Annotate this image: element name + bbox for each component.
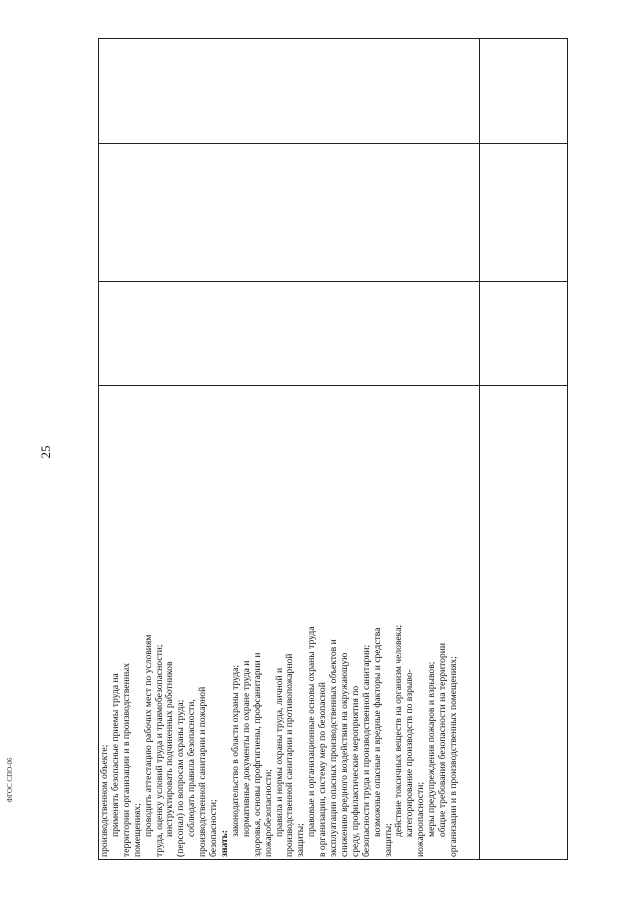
text-line: правила и нормы охраны труда, личной и (273, 667, 285, 837)
rotated-cell (98, 479, 568, 859)
text-line: организации и в производственных помещениях; (448, 656, 459, 857)
text-line: меры предупреждения пожаров и взрывов; (426, 661, 438, 837)
text-line: проводить аттестацию рабочих мест по условиям (142, 634, 154, 837)
text-line: производственной санитарии и пожарной (197, 686, 209, 857)
table-row-divider-3 (99, 385, 567, 386)
text-line: общие требования безопасности на территории (437, 642, 449, 837)
text-line: территории организации и в производственных (120, 662, 132, 857)
text-line: пожаробезопасности; (262, 769, 274, 857)
text-line: (персонал) по вопросам охраны труда; (175, 699, 187, 857)
text-line: труда, оценку условий труда и травмобезопасности; (153, 644, 165, 857)
text-line: производственной санитарии и противопожарной (284, 653, 296, 857)
text-line: эксплуатации опасных производственных объектов и (328, 639, 340, 857)
text-line: защиты; (382, 823, 394, 857)
text-line: правовые и организационные основы охраны труда (306, 626, 318, 837)
footer-code: ФГОС СПО-06 (6, 757, 14, 803)
text-line: помещениях; (131, 803, 143, 857)
text-line: возможные опасные и вредные факторы и средства (371, 627, 383, 837)
competency-text (100, 481, 460, 857)
text-line: безопасности труда и производственной санитарии; (360, 644, 372, 857)
text-line: в организации, систему мер по безопасной (317, 682, 329, 857)
text-line: иожароопасности; (415, 781, 427, 857)
text-line: среду, профилактические мероприятия по (349, 685, 361, 857)
text-line: законодательство в области охраны труда; (229, 664, 241, 837)
text-line: инструктировать подчиненных работников (164, 661, 176, 837)
text-line: нормативные документы по охране труда и (240, 660, 252, 837)
text-line: снижению вредного воздействия на окружающую (338, 652, 350, 857)
table-row-divider-2 (99, 281, 567, 282)
table-row-divider-1 (99, 143, 567, 144)
text-line: знать: (218, 830, 230, 857)
page-number: 25 (38, 445, 53, 459)
text-line: здоровья, основы профгигиены, профсанитарии и (251, 652, 263, 857)
text-line: соблюдать правила безопасности, (186, 699, 198, 837)
text-line: применять безопасные приемы труда на (109, 673, 121, 837)
text-line: категорирование производств по взрыво- (404, 669, 416, 837)
text-line: производственном объекте; (99, 744, 110, 857)
text-line: защиты; (295, 823, 307, 857)
text-line: безопасности; (208, 799, 220, 857)
text-line: действие токсичных веществ на организм человека; (393, 624, 405, 837)
